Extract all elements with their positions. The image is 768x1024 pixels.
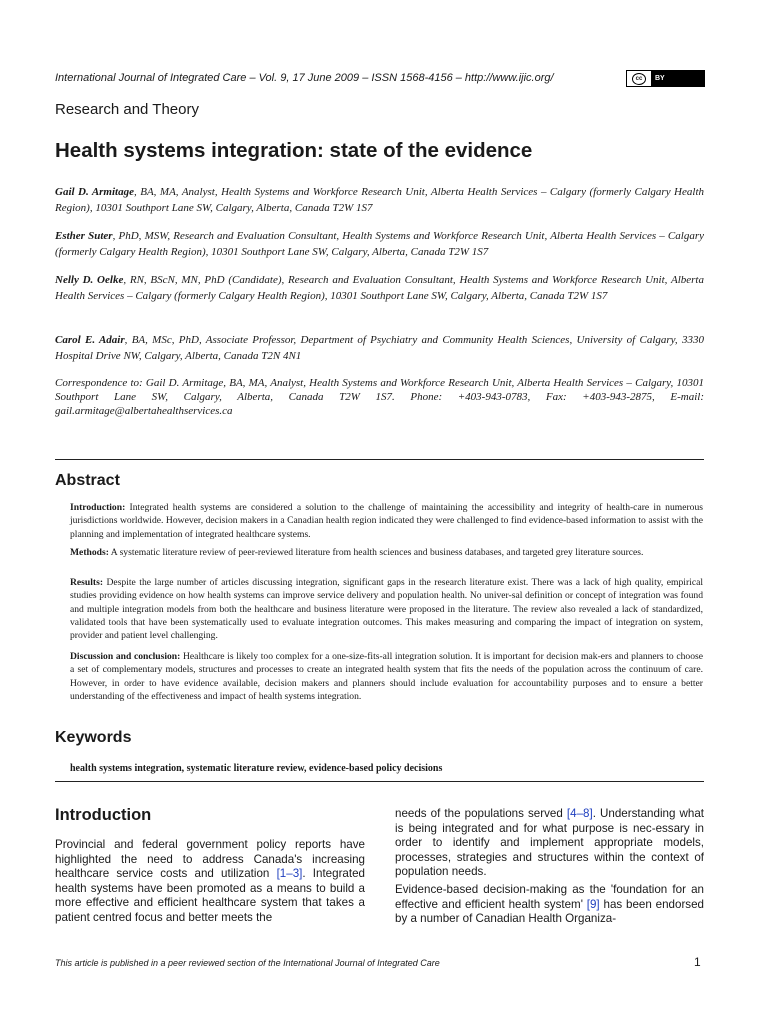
keywords-list: health systems integration, systematic literature review, evidence-based policy decisions [70,763,443,774]
paragraph: needs of the populations served [4–8]. Understanding what is being integrated and for what purpose is nec-essary in order to identify and implement appropriate models, processes, strategies and structures within the context of population needs. [395,807,704,879]
paragraph: Evidence-based decision-making as the 'foundation for an effective and efficient health system' [9] has been endorsed by a number of Canadian Health Organiza- [395,882,704,926]
correspondence: Correspondence to: Gail D. Armitage, BA, MA, Analyst, Health Systems and Workforce Research Unit, Alberta Health Services – Calgary, 10301 Southport Lane SW, Calgary, Alberta, Canada T2W 1S7. Phone: +403-943-0783, Fax: +403-943-2875, E-mail: gail.armitage@albertahealthservices.ca [55,377,704,417]
paragraph: Provincial and federal government policy reports have highlighted the need to address Canada's increasing healthcare service costs and utilization [1–3]. Integrated health systems have been promoted as a means to build a more effective and efficient healthcare system that takes a patient centred focus and better meets the [55,838,366,924]
author-details: , BA, MSc, PhD, Associate Professor, Department of Psychiatry and Community Health Sciences, University of Calgary, 3330 Hospital Drive NW, Calgary, Alberta, Canada T2N 4N1 [55,334,704,362]
author-entry [55,272,704,304]
abstract-results: Results: Despite the large number of articles discussing integration, significant gaps in the research literature exist. There was a lack of high quality, empirical studies providing evidence on how health systems can improve service delivery and population health. No univer-sal definition or concept of integration was found and multiple integration models from both the healthcare and business literature were proposed in the literature. The review also revealed a lack of standardized, validated tools that have been systematically used to evaluate integration outcomes. This makes measuring and comparing the impact of integration on system, provider and patient level challenging. [70,577,703,642]
body-column-left [55,838,365,926]
author-name: Carol E. Adair [55,334,125,346]
author-details: , PhD, MSW, Research and Evaluation Consultant, Health Systems and Workforce Research Unit, Alberta Health Services – Calgary (formerly Calgary Health Region), 10301 Southport Lane SW, Calgary, Alberta, Canada T2W 1S7 [55,230,704,258]
cc-by-license-badge[interactable] [626,70,705,87]
author-name: Esther Suter [55,230,113,242]
divider [55,781,704,782]
abstract-methods: Methods: A systematic literature review of peer-reviewed literature from health sciences and business databases, and targeted grey literature sources. [70,547,644,558]
abstract-discussion: Discussion and conclusion: Healthcare is likely too complex for a one-size-fits-all integration solution. It is important for decision mak-ers and planners to choose a set of complementary models, structures and processes to create an integrated health system that fits the needs of the population across the continuum of care. However, in order to have evidence available, decision makers and planners should include evaluation for accountability purposes and to ensure a better understanding of the effectiveness and impact of health systems integration. [70,651,704,702]
footer-note: This article is published in a peer reviewed section of the International Journal of Integrated Care [55,958,440,968]
abstract-introduction: Introduction: Integrated health systems are considered a solution to the challenge of maintaining the accessibility and integrity of health-care in numerous jurisdictions worldwide. However, decision makers in a Canadian health region indicated they were challenged to find evidence-based information to assist with the planning and implementation of integrated healthcare systems. [70,502,703,540]
citation-link[interactable]: [4–8] [566,807,593,820]
article-title: Health systems integration: state of the evidence [55,139,533,162]
abstract-heading: Abstract [55,472,120,489]
author-details: , BA, MA, Analyst, Health Systems and Workforce Research Unit, Alberta Health Services – Calgary (formerly Calgary Health Region), 10301 Southport Lane SW, Calgary, Alberta, Canada T2W 1S7 [55,186,704,214]
citation-link[interactable]: [1–3] [276,867,303,881]
author-entry [55,228,704,260]
license-by-label: BY [651,71,704,86]
body-column-right [395,807,704,927]
author-entry [55,332,704,364]
page-number: 1 [694,955,701,969]
author-name: Nelly D. Oelke [55,274,124,286]
divider [55,459,704,460]
journal-header: International Journal of Integrated Care – Vol. 9, 17 June 2009 – ISSN 1568-4156 – http://www.ijic.org/ [55,72,554,84]
author-details: , RN, BScN, MN, PhD (Candidate), Research and Evaluation Consultant, Health Systems and Workforce Research Unit, Alberta Health Services – Calgary (formerly Calgary Health Region), 10301 Southport Lane SW, Calgary, Alberta, Canada T2W 1S7 [55,274,704,302]
keywords-heading: Keywords [55,729,132,746]
section-label: Research and Theory [55,101,199,118]
author-name: Gail D. Armitage [55,186,134,198]
author-entry [55,184,704,216]
introduction-heading: Introduction [55,806,152,824]
creative-commons-icon: cc [627,71,651,86]
citation-link[interactable]: [9] [586,897,600,911]
